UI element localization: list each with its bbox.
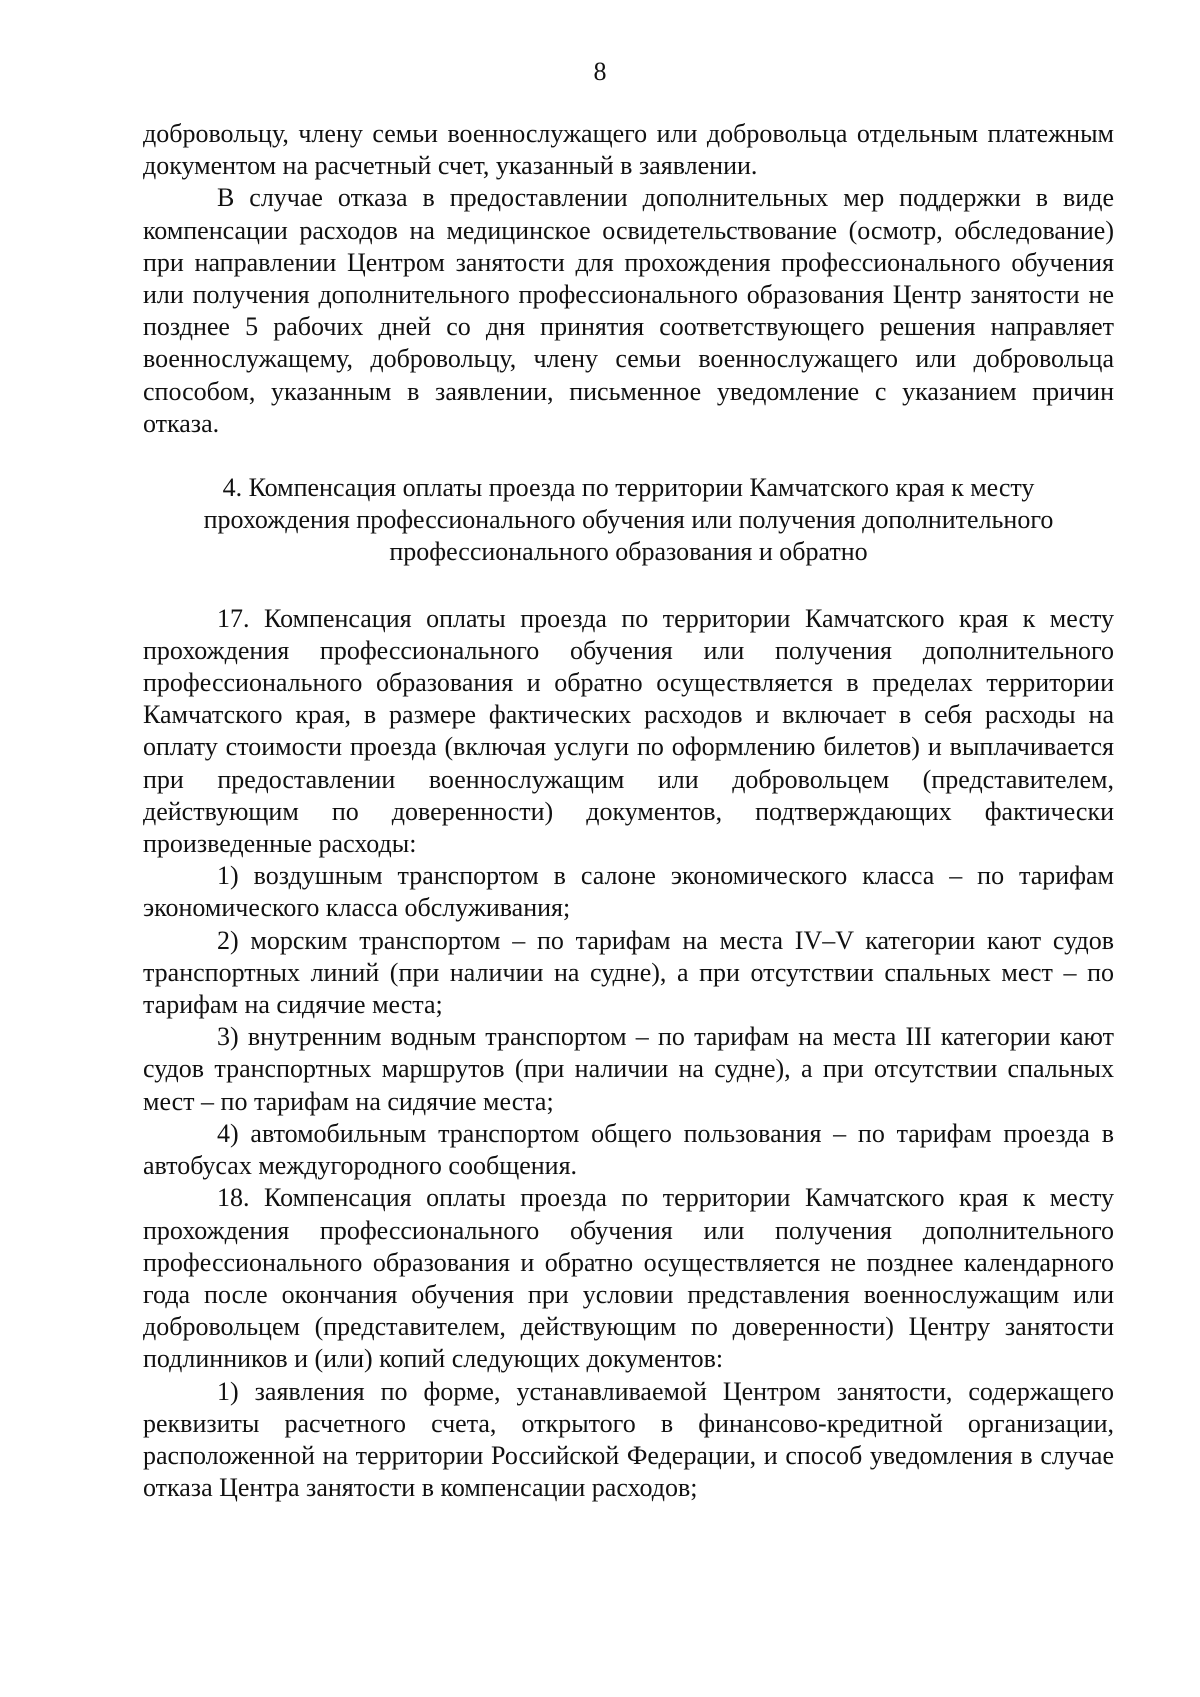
list-item-road-transport: 4) автомобильным транспортом общего пользования – по тарифам проезда в автобусах междугородного сообщения. (143, 1118, 1114, 1181)
document-body (143, 118, 1114, 1504)
list-item-air-transport: 1) воздушным транспортом в салоне экономического класса – по тарифам экономического класса обслуживания; (143, 861, 1114, 923)
list-item-sea-transport: 2) морским транспортом – по тарифам на места IV–V категории кают судов транспортных линий (при наличии на судне), а при отсутствии спальных мест – по тарифам на сидячие места; (143, 925, 1114, 1020)
paragraph-refusal-notice: В случае отказа в предоставлении дополнительных мер поддержки в виде компенсации расходов на медицинское освидетельствование (осмотр, обследование) при направлении Центром занятости для прохождения профессионального обучения или получения дополнительного профессионального образования Центр занятости не позднее 5 рабочих дней со дня принятия соответствующего решения направляет военнослужащему, добровольцу, члену семьи военнослужащего или добровольца способом, указанным в заявлении, письменное уведомление с указанием причин отказа. (143, 183, 1114, 438)
paragraph-continuation: добровольцу, члену семьи военнослужащего или добровольца отдельным платежным документом на расчетный счет, указанный в заявлении. (143, 119, 1114, 181)
paragraph-item-18: 18. Компенсация оплаты проезда по территории Камчатского края к месту прохождения профессионального обучения или получения дополнительного профессионального образования и обратно осуществляется не позднее календарного года после окончания обучения при условии представления военнослужащим или добровольцем (представителем, действующим по доверенности) Центру занятости подлинников и (или) копий следующих документов: (143, 1183, 1114, 1374)
list-item-inland-water-transport: 3) внутренним водным транспортом – по тарифам на места III категории кают судов транспортных маршрутов (при наличии на судне), а при отсутствии спальных мест – по тарифам на сидячие места; (143, 1022, 1114, 1116)
page-number: 8 (593, 57, 607, 86)
list-item-application: 1) заявления по форме, устанавливаемой Центром занятости, содержащего реквизиты расчетного счета, открытого в финансово-кредитной организации, расположенной на территории Российской Федерации, и способ уведомления в случае отказа Центра занятости в компенсации расходов; (143, 1376, 1114, 1503)
paragraph-item-17: 17. Компенсация оплаты проезда по территории Камчатского края к месту прохождения профессионального обучения или получения дополнительного профессионального образования и обратно осуществляется в пределах территории Камчатского края, в размере фактических расходов и включает в себя расходы на оплату стоимости проезда (включая услуги по оформлению билетов) и выплачивается при предоставлении военнослужащим или добровольцем (представителем, действующим по доверенности) документов, подтверждающих фактически произведенные расходы: (143, 603, 1114, 859)
section-heading: 4. Компенсация оплаты проезда по территории Камчатского края к месту прохождения профессионального обучения или получения дополнительного профессионального образования и обратно (203, 473, 1054, 567)
